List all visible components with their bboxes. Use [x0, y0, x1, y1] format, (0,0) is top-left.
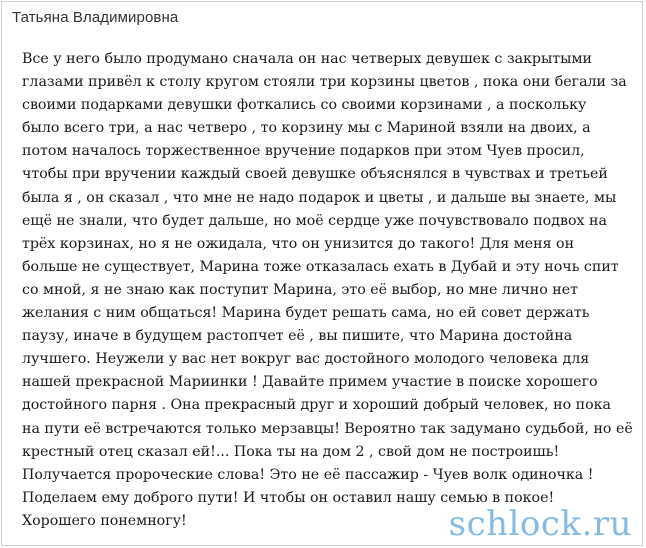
comment-line: трёх корзинах, но я не ожидала, что он унизится до такого! Для меня он [22, 235, 575, 252]
comment-line: своими подарками девушки фоткались со своими корзинами , а поскольку [22, 97, 587, 114]
comment-line: Все у него было продумано сначала он нас четверых девушек с закрытыми [22, 51, 592, 67]
comment-line: Поделаем ему доброго пути! И чтобы он оставил нашу семью в покое! [22, 489, 555, 506]
comment-line: крестный отец сказал ей!... Пока ты на дом 2 , свой дом не построишь! [22, 443, 560, 460]
comment-line: было всего три, а нас четверо , то корзину мы с Мариной взяли на двоих, а [22, 120, 591, 137]
comment-text [22, 48, 634, 533]
comment-line: потом началось торжественное вручение подарков при этом Чуев просил, [22, 143, 585, 160]
site-watermark: schlock.ru [448, 504, 632, 544]
comment-line: достойного парня . Она прекрасный друг и хороший добрый человек, но пока [22, 397, 611, 414]
comment-line: Хорошего понемногу! [22, 512, 187, 529]
comment-line: глазами привёл к столу кругом стояли три корзины цветов , пока они бегали за [22, 74, 627, 91]
comment-line: со мной, я не знаю как поступит Марина, это её выбор, но мне лично нет [22, 281, 578, 298]
comment-line: была я , он сказал , что мне не надо подарок и цветы , и дальше вы знаете, мы [22, 189, 617, 206]
comment-line: чтобы при вручении каждый своей девушке объяснялся в чувствах и третьей [22, 166, 608, 183]
comment-line: больше не существует, Марина тоже отказалась ехать в Дубай и эту ночь спит [22, 258, 619, 275]
comment-author: Татьяна Владимировна [12, 9, 179, 26]
comment-card [1, 1, 643, 546]
comment-line: нашей прекрасной Мариинки ! Давайте примем участие в поиске хорошего [22, 374, 598, 391]
comment-line: желания с ним общаться! Марина будет решать сама, но ей совет держать [22, 305, 590, 322]
comment-line: на пути её встречаются только мерзавцы! Вероятно так задумано судьбой, но её [22, 420, 633, 437]
comment-line: ещё не знали, что будет дальше, но моё сердце уже почувствовало подвох на [22, 212, 607, 229]
comment-line: паузу, иначе в будущем растопчет её , вы пишите, что Марина достойна [22, 328, 573, 345]
comment-line: Получается пророческие слова! Это не её пассажир - Чуев волк одиночка ! [22, 466, 594, 483]
comment-line: лучшего. Неужели у вас нет вокруг вас достойного молодого человека для [22, 351, 590, 368]
